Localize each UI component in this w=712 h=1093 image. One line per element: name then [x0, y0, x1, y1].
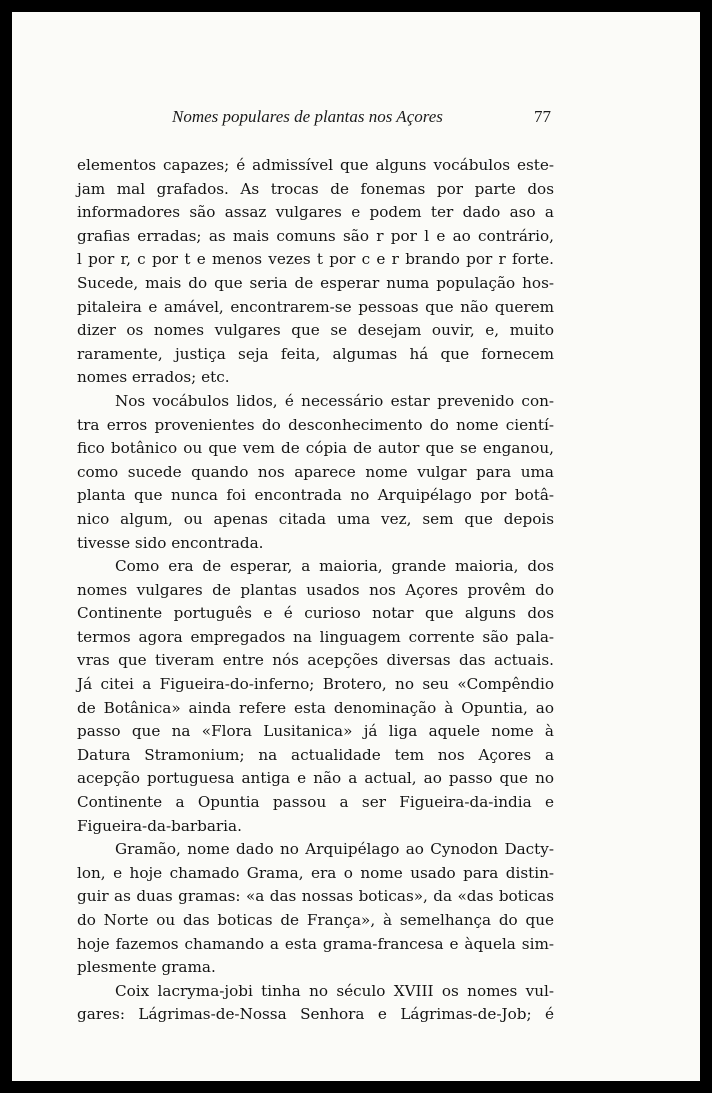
text-line: do Norte ou das boticas de França», à semelhança do que [77, 911, 554, 929]
text-line: hoje fazemos chamando a esta grama-francesa e àquela sim- [77, 934, 554, 953]
text-line: guir as duas gramas: «a das nossas boticas», da «das boticas [77, 887, 554, 906]
text-line: Continente a Opuntia passou a ser Figueira-da-india e [77, 793, 554, 812]
text-line: de Botânica» ainda refere esta denominação à Opuntia, ao [77, 698, 554, 717]
page-number: 77 [534, 107, 551, 126]
text-line: Datura Stramonium; na actualidade tem nos Açores a [77, 745, 554, 764]
text-line: vras que tiveram entre nós acepções diversas das actuais. [77, 651, 554, 670]
text-line: Já citei a Figueira-do-inferno; Brotero, no seu «Compêndio [77, 675, 554, 694]
text-line: l por r, c por t e menos vezes t por c e r brando por r forte. [77, 250, 554, 269]
text-line: jam mal grafados. As trocas de fonemas por parte dos [77, 179, 554, 198]
paragraph-first-line: Gramão, nome dado no Arquipélago ao Cynodon Dacty- [115, 840, 554, 859]
body-text [77, 154, 554, 1027]
text-line: plesmente grama. [77, 958, 216, 977]
text-line: como sucede quando nos aparece nome vulgar para uma [77, 462, 554, 481]
text-line: raramente, justiça seja feita, algumas há que fornecem [77, 344, 554, 363]
text-line: fico botânico ou que vem de cópia de autor que se enganou, [77, 439, 554, 458]
paragraph-first-line: Coix lacryma-jobi tinha no século XVIII os nomes vul- [115, 981, 554, 1000]
text-line: planta que nunca foi encontrada no Arquipélago por botâ- [77, 486, 554, 505]
text-line: gares: Lágrimas-de-Nossa Senhora e Lágrimas-de-Job; é [77, 1005, 554, 1024]
text-line: pitaleira e amável, encontrarem-se pessoas que não querem [77, 297, 554, 316]
page-header [12, 107, 700, 131]
text-line: nico algum, ou apenas citada uma vez, sem que depois [77, 509, 554, 528]
running-title: Nomes populares de plantas nos Açores [172, 107, 443, 126]
text-line: grafias erradas; as mais comuns são r por l e ao contrário, [77, 226, 554, 245]
text-line: dizer os nomes vulgares que se desejam ouvir, e, muito [77, 321, 554, 340]
text-line: tra erros provenientes do desconhecimento do nome cientí- [77, 415, 554, 434]
text-line: tivesse sido encontrada. [77, 533, 264, 552]
text-line: Figueira-da-barbaria. [77, 816, 242, 835]
text-line: Sucede, mais do que seria de esperar numa população hos- [77, 273, 554, 292]
text-line: passo que na «Flora Lusitanica» já liga aquele nome à [77, 722, 554, 741]
text-line: elementos capazes; é admissível que alguns vocábulos este- [77, 156, 554, 174]
text-line: termos agora empregados na linguagem corrente são pala- [77, 627, 554, 646]
text-line: lon, e hoje chamado Grama, era o nome usado para distin- [77, 863, 554, 882]
text-line: Continente português e é curioso notar que alguns dos [77, 604, 554, 623]
text-line: acepção portuguesa antiga e não a actual, ao passo que no [77, 769, 554, 788]
paragraph-first-line: Nos vocábulos lidos, é necessário estar prevenido con- [115, 391, 554, 410]
book-page [12, 12, 700, 1081]
text-line: nomes errados; etc. [77, 368, 230, 387]
paragraph-first-line: Como era de esperar, a maioria, grande maioria, dos [115, 557, 554, 576]
text-line: nomes vulgares de plantas usados nos Açores provêm do [77, 580, 554, 599]
text-line: informadores são assaz vulgares e podem ter dado aso a [77, 203, 554, 222]
